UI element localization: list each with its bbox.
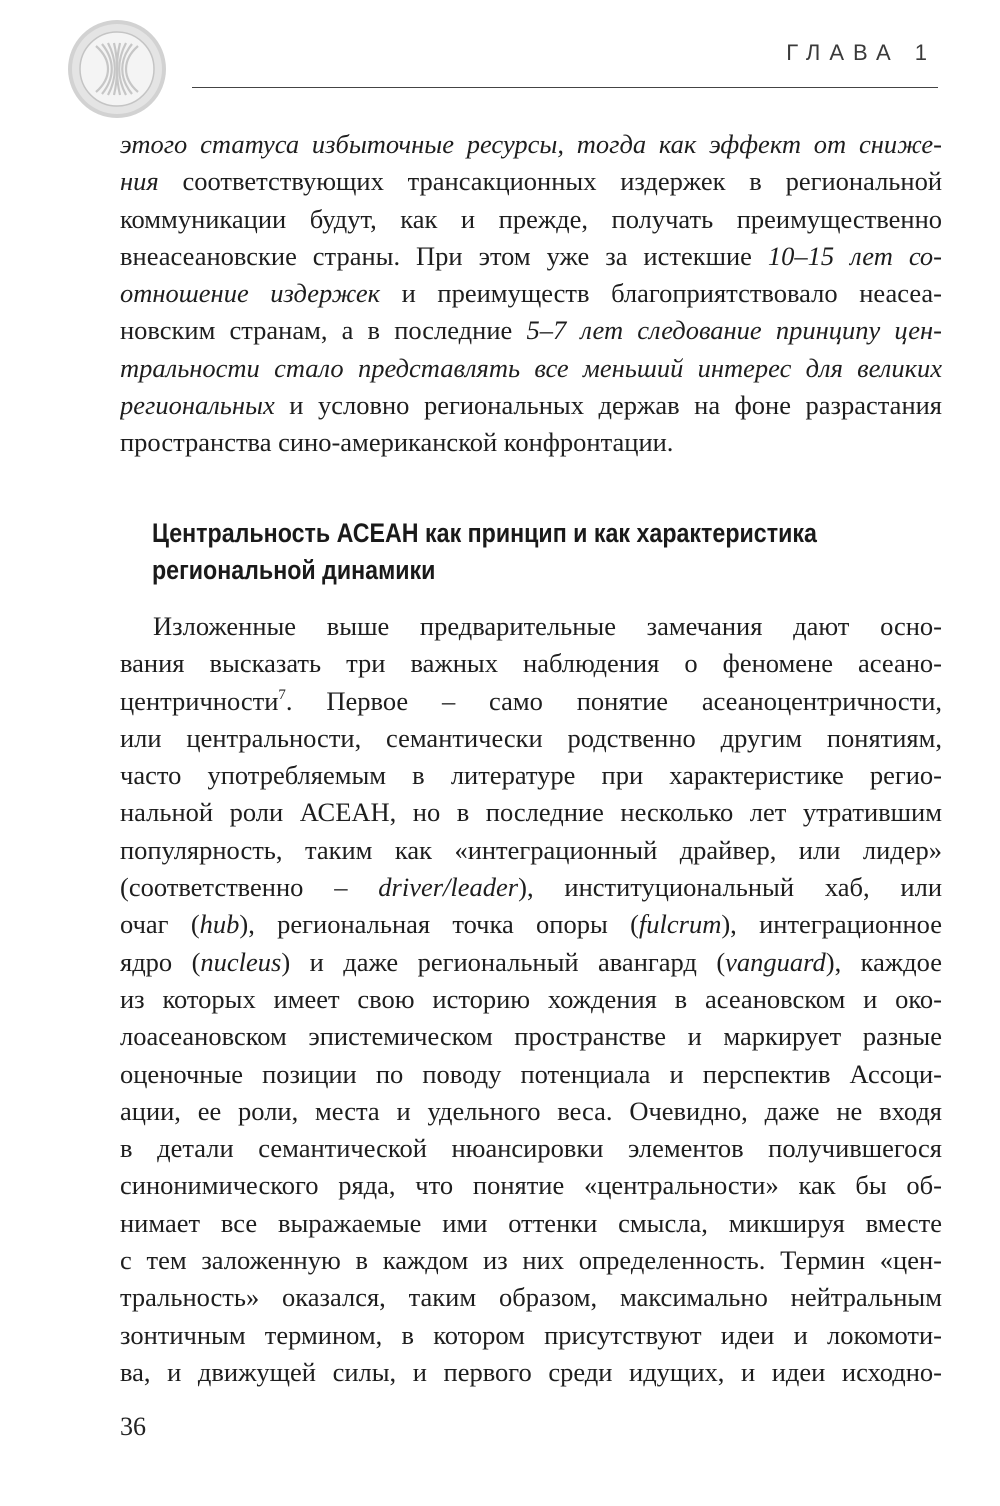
- text-segment: с тем заложенную в каждом из них определенность. Термин «цен-: [120, 1245, 942, 1276]
- italic-text: 10–15 лет со-: [767, 240, 942, 271]
- italic-text: hub: [199, 909, 240, 940]
- italic-text: тральности стало представлять все меньший интерес для великих: [120, 352, 942, 383]
- italic-text: региональных: [120, 390, 275, 421]
- text-segment: коммуникации будут, как и прежде, получать преимущественно: [120, 203, 942, 234]
- paragraph-1: [120, 126, 942, 462]
- text-line: [120, 869, 942, 906]
- text-segment: нальной роли АСЕАН, но в последние несколько лет утратившим: [120, 797, 942, 828]
- text-line: [120, 608, 942, 645]
- text-segment: из которых имеет свою историю хождения в асеановском и око-: [120, 983, 942, 1014]
- footnote-reference[interactable]: 7: [278, 686, 286, 703]
- text-line: [120, 1130, 942, 1167]
- text-line: [120, 794, 942, 831]
- text-line: [120, 906, 942, 943]
- italic-text: этого статуса избыточные ресурсы, тогда как эффект от сниже-: [120, 129, 942, 159]
- text-line: [120, 1317, 942, 1354]
- text-segment: . Первое – само понятие асеаноцентричности,: [285, 685, 942, 716]
- section-heading-line-2: региональной динамики: [152, 555, 436, 585]
- text-segment: лоасеановском эпистемическом пространстве и маркирует разные: [120, 1021, 942, 1052]
- text-line: [120, 424, 942, 461]
- section-heading: [152, 515, 823, 589]
- italic-text: ния: [120, 166, 159, 197]
- chapter-label: ГЛАВА 1: [786, 40, 936, 65]
- text-line: [120, 1279, 942, 1316]
- text-segment: очаг (: [120, 909, 200, 940]
- text-line: [120, 126, 942, 163]
- text-segment: внеасеановские страны. При этом уже за истекшие: [120, 240, 768, 271]
- paragraph-2: [120, 608, 942, 1391]
- text-segment: Изложенные выше предварительные замечания дают осно-: [153, 611, 942, 641]
- text-line: [120, 832, 942, 869]
- text-segment: и условно региональных держав на фоне разрастания: [274, 390, 942, 421]
- text-segment: ации, ее роли, места и удельного веса. Очевидно, даже не входя: [120, 1095, 942, 1126]
- text-segment: новским странам, а в последние: [120, 315, 527, 346]
- text-line: [120, 350, 942, 387]
- text-segment: тральность» оказался, таким образом, максимально нейтральным: [120, 1282, 942, 1313]
- italic-text: отношение издержек: [120, 278, 381, 309]
- text-line: [120, 720, 942, 757]
- italic-text: fulcrum: [638, 909, 722, 940]
- italic-text: driver/leader: [378, 872, 519, 903]
- header-rule: [192, 87, 938, 88]
- text-segment: ), институциональный хаб, или: [518, 872, 942, 903]
- text-segment: ядро (: [120, 946, 201, 977]
- text-line: [120, 275, 942, 312]
- text-line: [120, 683, 942, 720]
- text-line: [120, 944, 942, 981]
- text-segment: ) и даже региональный авангард (: [281, 946, 726, 977]
- text-line: [120, 1167, 942, 1204]
- text-segment: популярность, таким как «интеграционный драйвер, или лидер»: [120, 834, 942, 865]
- text-segment: пространства сино-американской конфронтации.: [120, 427, 674, 458]
- text-segment: ), региональная точка опоры (: [239, 909, 639, 940]
- text-segment: синонимического ряда, что понятие «центральности» как бы об-: [120, 1170, 942, 1201]
- text-segment: вания высказать три важных наблюдения о феномене асеано-: [120, 648, 942, 679]
- text-line: [120, 1093, 942, 1130]
- page-number: 36: [120, 1412, 146, 1441]
- text-segment: в детали семантической нюансировки элементов получившегося: [120, 1133, 942, 1164]
- text-line: [120, 387, 942, 424]
- text-segment: ва, и движущей силы, и первого среди идущих, и идеи исходно-: [120, 1356, 942, 1387]
- text-line: [120, 981, 942, 1018]
- text-line: [120, 238, 942, 275]
- italic-text: 5–7 лет следование принципу цен-: [526, 315, 942, 346]
- text-line: [120, 1354, 942, 1391]
- text-segment: часто употребляемым в литературе при характеристике регио-: [120, 760, 942, 791]
- text-line: [120, 1056, 942, 1093]
- text-segment: центричности: [120, 685, 279, 716]
- italic-text: nucleus: [200, 946, 282, 977]
- text-line: [120, 201, 942, 238]
- text-segment: зонтичным термином, в котором присутствуют идеи и локомоти-: [120, 1319, 942, 1350]
- text-segment: соответствующих трансакционных издержек в региональной: [158, 166, 942, 197]
- text-line: [120, 312, 942, 349]
- text-segment: или центральности, семантически родственно другим понятиям,: [120, 722, 942, 753]
- text-segment: нимает все выражаемые ими оттенки смысла, микшируя вместе: [120, 1207, 942, 1238]
- asean-emblem-icon: [66, 18, 168, 120]
- text-line: [120, 163, 942, 200]
- text-line: [120, 645, 942, 682]
- text-segment: (соответственно –: [120, 872, 379, 903]
- text-segment: и преимуществ благоприятствовало неасеа-: [380, 278, 942, 309]
- italic-text: vanguard: [725, 946, 826, 977]
- text-segment: оценочные позиции по поводу потенциала и перспектив Ассоци-: [120, 1058, 942, 1089]
- text-line: [120, 1205, 942, 1242]
- text-line: [120, 1018, 942, 1055]
- section-heading-line-1: Центральность АСЕАН как принцип и как характеристика: [152, 518, 817, 548]
- text-segment: ), интеграционное: [721, 909, 942, 940]
- text-line: [120, 1242, 942, 1279]
- text-line: [120, 757, 942, 794]
- text-segment: ), каждое: [825, 946, 942, 977]
